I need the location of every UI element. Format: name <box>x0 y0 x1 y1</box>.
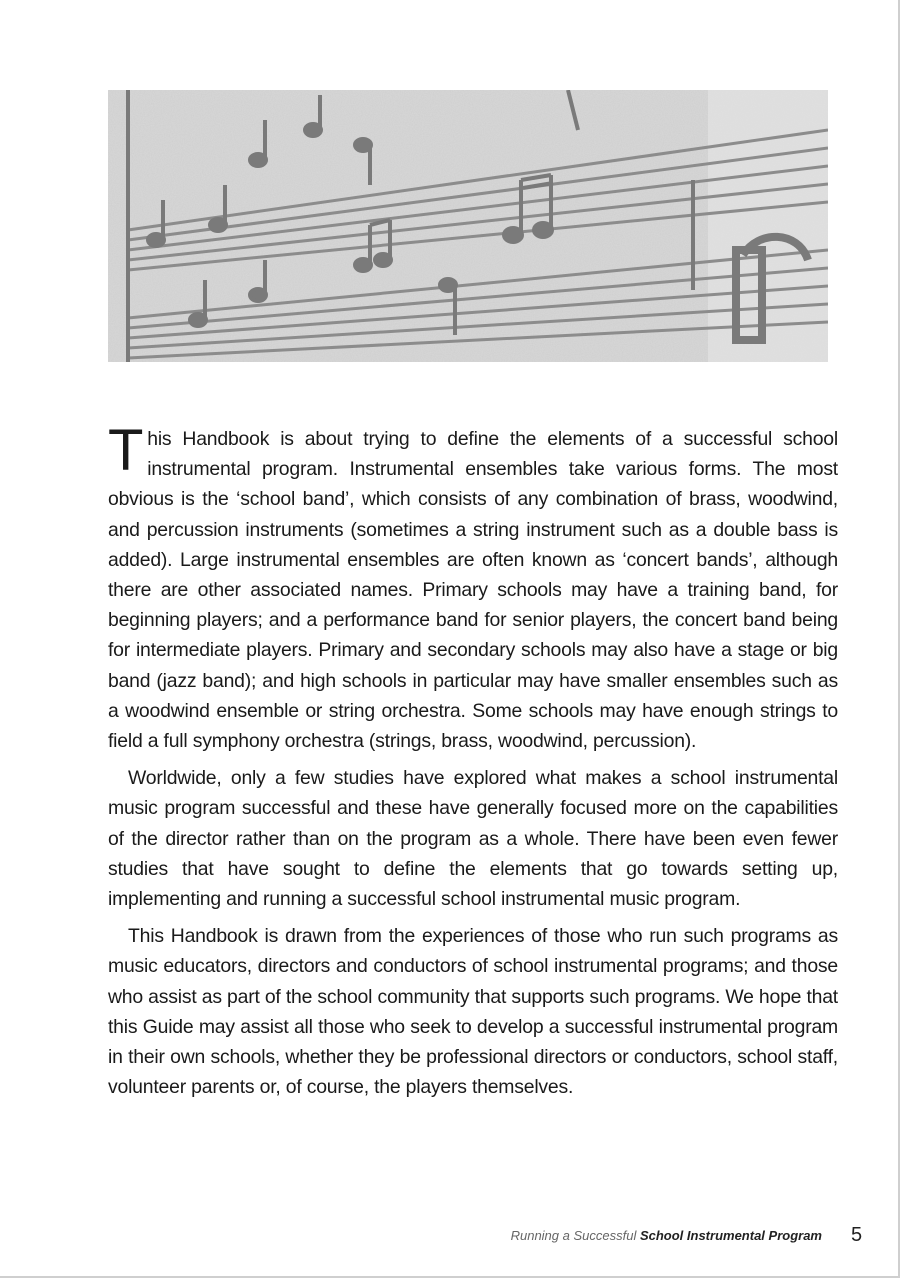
paragraph-2: Worldwide, only a few studies have explored what makes a school instrumental music program successful and these have generally focused more on the capabilities of the director rather than on the program as a whole. There have been even fewer studies that have sought to define the elements that go towards setting up, implementing and running a successful school instrumental music program. <box>108 767 838 911</box>
article-body <box>108 418 838 1109</box>
sheet-music-banner <box>108 90 828 362</box>
paragraph-1 <box>108 418 838 756</box>
paragraph-1-text: his Handbook is about trying to define the elements of a successful school instrumental program. Instrumental ensembles take various forms. The most obvious is the ‘school band’, which consists of any combination of brass, woodwind, and percussion instruments (sometimes a string instrument such as a double bass is added). Large instrumental ensembles are often known as ‘concert bands’, although there are other associated names. Primary schools may have a training band, for beginning players; and a performance band for senior players, the concert band being for intermediate players. Primary and secondary schools may also have a stage or big band (jazz band); and high schools in particular may have smaller ensembles such as a woodwind ensemble or string orchestra. Some schools may have enough strings to field a full symphony orchestra (strings, brass, woodwind, percussion). <box>108 428 838 753</box>
page-number: 5 <box>851 1224 863 1246</box>
footer-title-main: School Instrumental Program <box>639 1228 822 1243</box>
paragraph-3: This Handbook is drawn from the experiences of those who run such programs as music educators, directors and conductors of school instrumental programs; and those who assist as part of the school community that supports such programs. We hope that this Guide may assist all those who seek to develop a successful instrumental program in their own schools, whether they be professional directors or conductors, school staff, volunteer parents or, of course, the players themselves. <box>108 925 838 1099</box>
drop-cap: T <box>108 418 144 483</box>
footer-title-prefix: Running a Successful <box>510 1228 640 1243</box>
running-footer <box>511 1228 822 1243</box>
